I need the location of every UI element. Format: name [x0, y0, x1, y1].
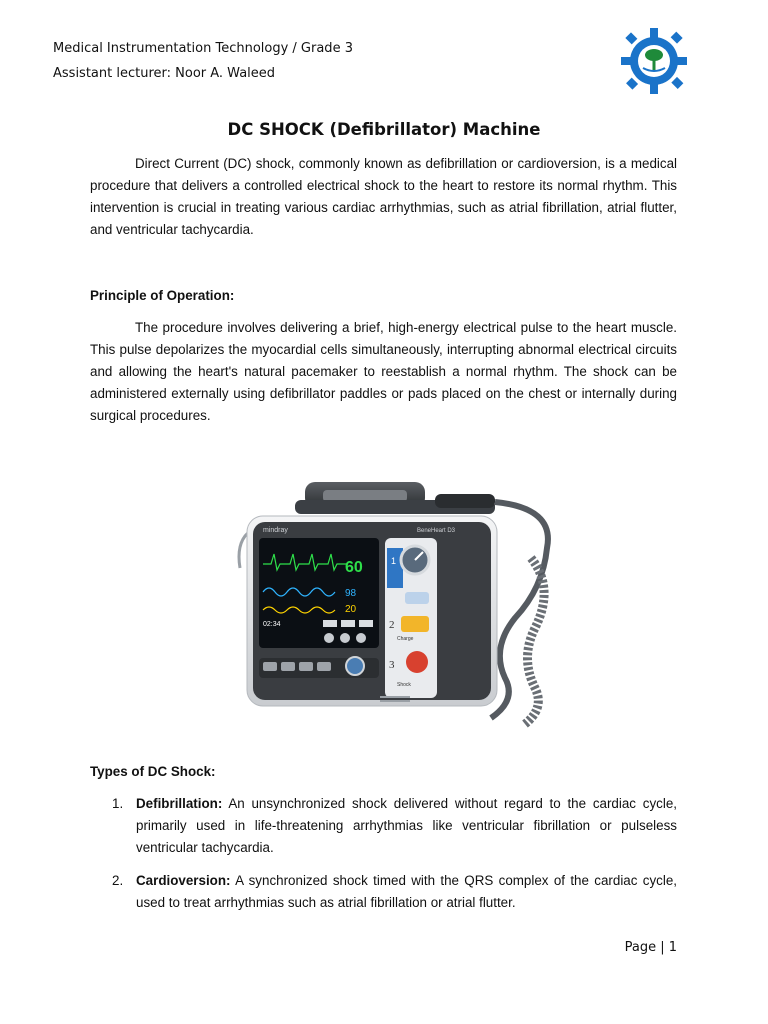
intro-text: Direct Current (DC) shock, commonly known as defibrillation or cardioversion, is a medical procedure that delivers a controlled electrical shock to the heart to restore its normal rhythm. This intervention is crucial in treating various cardiac arrhythmias, such as atrial fibrillation, atrial flutter, and ventricular tachycardia.: [90, 156, 677, 237]
list-term: Defibrillation:: [136, 796, 223, 811]
resp-value: 20: [345, 604, 357, 615]
page-number: Page | 1: [624, 940, 677, 955]
list-term: Cardioversion:: [136, 873, 231, 888]
device-brand: mindray: [263, 527, 288, 534]
list-number: 1.: [112, 796, 124, 811]
shock-label: Shock: [397, 682, 411, 688]
principle-text: The procedure involves delivering a brief, high-energy electrical pulse to the heart muscle. This pulse depolarizes the myocardial cells simultaneously, interrupting abnormal electrical circuits and allowing the heart's natural pacemaker to reestablish a normal rhythm. The shock can be administered externally using defibrillator paddles or pads placed on the chest or internally during surgical procedures.: [90, 320, 677, 423]
principle-paragraph: [90, 317, 677, 427]
types-heading: Types of DC Shock:: [90, 764, 216, 779]
university-logo-icon: [621, 28, 687, 94]
step-two-label: 2: [389, 619, 395, 631]
list-description: A synchronized shock timed with the QRS complex of the cardiac cycle, used to treat arrhythmias such as atrial fibrillation or atrial flutter.: [136, 873, 677, 910]
time-value: 02:34: [263, 621, 281, 628]
list-item: [112, 870, 677, 914]
step-three-label: 3: [389, 659, 395, 671]
charge-label: Charge: [397, 636, 414, 642]
device-model: BeneHeart D3: [417, 528, 456, 534]
course-header: Medical Instrumentation Technology / Grade 3: [53, 41, 353, 56]
step-one-label: 1: [391, 556, 397, 566]
defibrillator-image: [195, 468, 575, 743]
list-description: An unsynchronized shock delivered without regard to the cardiac cycle, primarily used in life-threatening arrhythmias like ventricular fibrillation or pulseless ventricular tachycardia.: [136, 796, 677, 855]
list-number: 2.: [112, 873, 124, 888]
list-item: [112, 793, 677, 859]
page-title: DC SHOCK (Defibrillator) Machine: [227, 120, 541, 139]
spo2-value: 98: [345, 588, 357, 599]
lecturer-header: Assistant lecturer: Noor A. Waleed: [53, 66, 276, 81]
hr-value: 60: [345, 559, 363, 576]
principle-heading: Principle of Operation:: [90, 288, 235, 303]
intro-paragraph: [90, 153, 677, 241]
